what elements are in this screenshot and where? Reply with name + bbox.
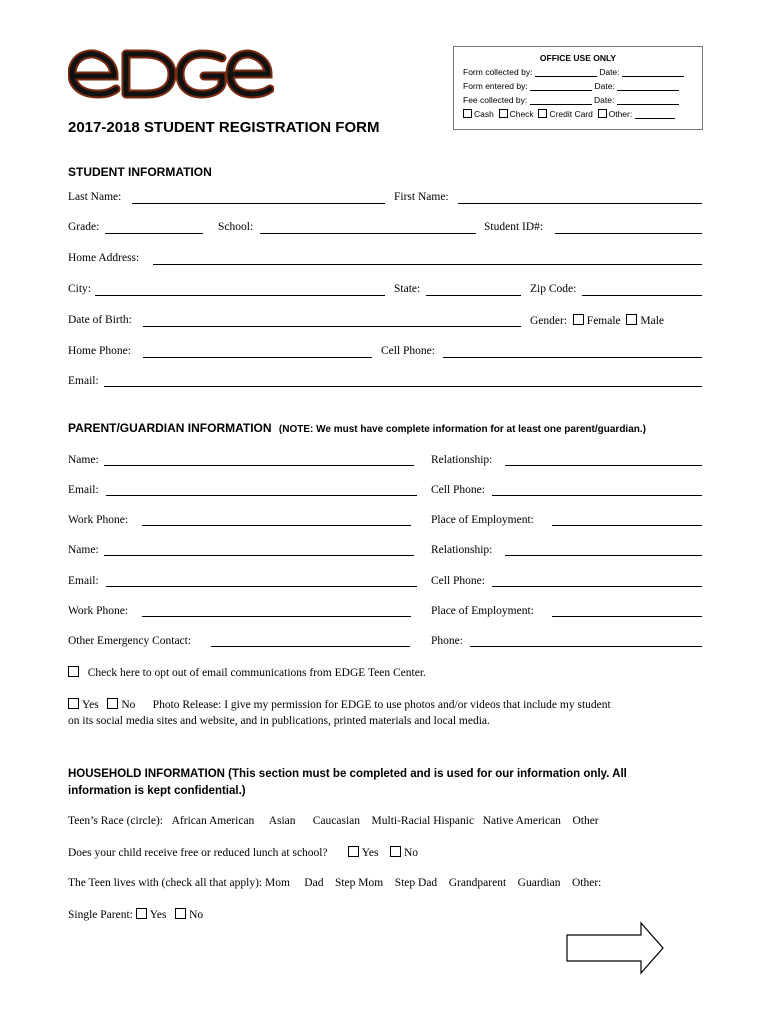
school-field[interactable] — [260, 233, 476, 234]
parent1-relationship-label: Relationship: — [431, 454, 493, 466]
lives-option[interactable]: Mom — [264, 877, 290, 889]
cell-phone-field[interactable] — [443, 357, 702, 358]
female-checkbox[interactable] — [573, 314, 584, 325]
parent1-employment-label: Place of Employment: — [431, 514, 534, 526]
photo-release-text-1: Photo Release: I give my permission for EDGE to use photos and/or videos that include my student — [152, 699, 611, 711]
parent1-email-label: Email: — [68, 484, 99, 496]
zip-label: Zip Code: — [530, 283, 577, 295]
race-option[interactable]: Other — [572, 815, 599, 827]
check-checkbox[interactable] — [499, 109, 508, 118]
parent-heading-text: PARENT/GUARDIAN INFORMATION — [68, 421, 272, 435]
other-label: Other: — [608, 109, 633, 119]
other-checkbox[interactable] — [598, 109, 607, 118]
parent2-work-phone-field[interactable] — [142, 616, 411, 617]
race-option[interactable]: Hispanic — [433, 815, 475, 827]
parent2-name-label: Name: — [68, 544, 99, 556]
parent2-work-phone-label: Work Phone: — [68, 605, 129, 617]
lives-option[interactable]: Other: — [571, 877, 602, 889]
other-field[interactable] — [635, 109, 675, 119]
lunch-no-checkbox[interactable] — [390, 846, 401, 857]
race-label: Teen’s Race (circle): — [68, 815, 163, 827]
lunch-question: Does your child receive free or reduced lunch at school? — [68, 847, 328, 859]
fee-collected-label: Fee collected by: — [463, 95, 528, 105]
photo-release-text-2: on its social media sites and website, and in publications, printed materials and local media. — [68, 714, 490, 727]
lives-option[interactable]: Dad — [304, 877, 324, 889]
date-label: Date: — [594, 81, 615, 91]
last-name-label: Last Name: — [68, 191, 122, 203]
opt-out-label: Check here to opt out of email communications from EDGE Teen Center. — [87, 667, 426, 679]
form-collected-label: Form collected by: — [463, 67, 533, 77]
race-option[interactable]: Caucasian — [312, 815, 361, 827]
parent2-email-field[interactable] — [106, 586, 417, 587]
credit-card-label: Credit Card — [549, 109, 593, 119]
parent-info-heading — [68, 421, 646, 435]
fee-collected-field[interactable] — [530, 95, 592, 105]
form-collected-field[interactable] — [535, 67, 597, 77]
form-entered-field[interactable] — [530, 81, 592, 91]
single-parent-no-checkbox[interactable] — [175, 908, 186, 919]
race-option[interactable]: Asian — [268, 815, 296, 827]
household-heading — [68, 766, 627, 800]
parent2-cell-field[interactable] — [492, 586, 702, 587]
first-name-field[interactable] — [458, 203, 702, 204]
credit-card-checkbox[interactable] — [538, 109, 547, 118]
zip-field[interactable] — [582, 295, 702, 296]
dob-field[interactable] — [143, 326, 521, 327]
email-label: Email: — [68, 375, 99, 387]
email-field[interactable] — [104, 386, 702, 387]
parent2-cell-label: Cell Phone: — [431, 575, 485, 587]
other-contact-field[interactable] — [211, 646, 410, 647]
lunch-yes-checkbox[interactable] — [348, 846, 359, 857]
parent2-employment-label: Place of Employment: — [431, 605, 534, 617]
date-label: Date: — [594, 95, 615, 105]
grade-label: Grade: — [68, 221, 100, 233]
parent-note: (NOTE: We must have complete information for at least one parent/guardian.) — [278, 424, 646, 435]
grade-field[interactable] — [105, 233, 203, 234]
date-field[interactable] — [617, 81, 679, 91]
parent1-work-phone-label: Work Phone: — [68, 514, 129, 526]
parent1-employment-field[interactable] — [552, 525, 702, 526]
student-id-field[interactable] — [555, 233, 702, 234]
lives-option[interactable]: Step Mom — [334, 877, 384, 889]
parent2-name-field[interactable] — [104, 555, 414, 556]
photo-yes-label: Yes — [82, 699, 99, 711]
date-label: Date: — [599, 67, 620, 77]
parent1-cell-label: Cell Phone: — [431, 484, 485, 496]
form-entered-label: Form entered by: — [463, 81, 528, 91]
city-label: City: — [68, 283, 92, 295]
single-parent-row — [68, 908, 203, 921]
check-label: Check — [509, 109, 534, 119]
single-parent-yes-label: Yes — [149, 909, 167, 921]
cell-phone-label: Cell Phone: — [381, 345, 435, 357]
school-label: School: — [218, 221, 254, 233]
home-address-label: Home Address: — [68, 252, 140, 264]
parent2-employment-field[interactable] — [552, 616, 702, 617]
state-field[interactable] — [426, 295, 521, 296]
male-label: Male — [640, 315, 665, 327]
race-option[interactable]: African American — [171, 815, 255, 827]
office-use-title: OFFICE USE ONLY — [539, 53, 617, 63]
date-field[interactable] — [622, 67, 684, 77]
first-name-label: First Name: — [394, 191, 449, 203]
single-parent-yes-checkbox[interactable] — [136, 908, 147, 919]
female-label: Female — [586, 315, 621, 327]
cash-label: Cash — [474, 109, 494, 119]
lives-option[interactable]: Step Dad — [394, 877, 438, 889]
form-title: 2017-2018 STUDENT REGISTRATION FORM — [68, 119, 380, 136]
parent1-name-label: Name: — [68, 454, 99, 466]
photo-no-label: No — [121, 699, 136, 711]
household-heading-line-2: information is kept confidential.) — [68, 785, 246, 797]
city-field[interactable] — [95, 295, 385, 296]
lives-with-label: The Teen lives with (check all that apply): — [68, 877, 263, 889]
race-option[interactable]: Multi-Racial — [371, 815, 431, 827]
student-id-label: Student ID#: — [484, 221, 544, 233]
parent1-work-phone-field[interactable] — [142, 525, 411, 526]
last-name-field[interactable] — [132, 203, 385, 204]
cash-checkbox[interactable] — [463, 109, 472, 118]
lunch-yes-label: Yes — [361, 847, 379, 859]
photo-release — [68, 698, 708, 729]
dob-label: Date of Birth: — [68, 314, 132, 326]
other-phone-field[interactable] — [470, 646, 702, 647]
home-address-field[interactable] — [153, 264, 702, 265]
student-info-heading: STUDENT INFORMATION — [68, 165, 212, 179]
parent1-name-field[interactable] — [104, 465, 414, 466]
home-phone-label: Home Phone: — [68, 345, 131, 357]
single-parent-label: Single Parent: — [68, 909, 133, 921]
photo-no-checkbox[interactable] — [107, 698, 118, 709]
lives-option[interactable]: Grandparent — [448, 877, 507, 889]
race-option[interactable]: Native American — [482, 815, 561, 827]
photo-yes-checkbox[interactable] — [68, 698, 79, 709]
home-phone-field[interactable] — [143, 357, 372, 358]
lives-option[interactable]: Guardian — [517, 877, 561, 889]
parent1-cell-field[interactable] — [492, 495, 702, 496]
lives-with-row — [68, 877, 601, 889]
parent2-relationship-label: Relationship: — [431, 544, 493, 556]
single-parent-no-label: No — [189, 909, 204, 921]
household-heading-line-1: HOUSEHOLD INFORMATION (This section must be completed and is used for our information only. All — [68, 768, 627, 780]
parent1-email-field[interactable] — [106, 495, 417, 496]
gender-label: Gender: — [530, 315, 568, 327]
edge-logo — [68, 44, 274, 104]
other-contact-label: Other Emergency Contact: — [68, 635, 192, 647]
opt-out-checkbox[interactable] — [68, 666, 79, 677]
date-field[interactable] — [617, 95, 679, 105]
race-row — [68, 815, 599, 827]
parent2-email-label: Email: — [68, 575, 99, 587]
male-checkbox[interactable] — [626, 314, 637, 325]
state-label: State: — [394, 283, 421, 295]
other-phone-label: Phone: — [431, 635, 463, 647]
lunch-no-label: No — [403, 847, 419, 859]
parent1-relationship-field[interactable] — [505, 465, 702, 466]
arrow-right-icon[interactable] — [565, 921, 665, 980]
office-use-box — [453, 46, 703, 130]
lunch-row — [68, 846, 418, 859]
parent2-relationship-field[interactable] — [505, 555, 702, 556]
